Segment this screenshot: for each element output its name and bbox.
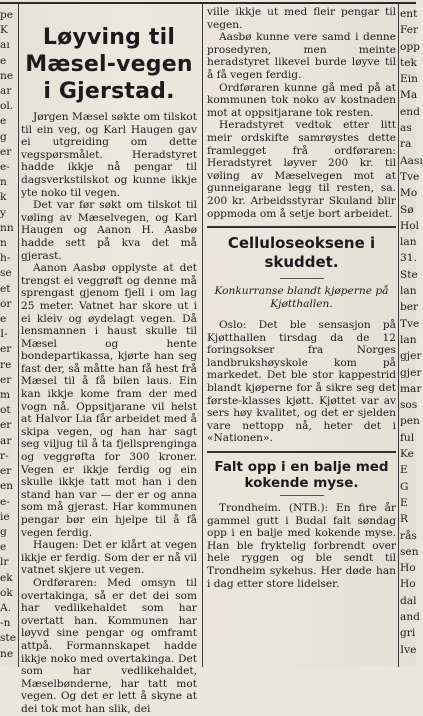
clipped-text-fragment: Ho <box>400 562 416 575</box>
clipped-text-fragment: pe <box>0 9 14 21</box>
article-headline: Løyving til Mæsel-vegen i Gjerstad. <box>25 25 193 104</box>
column-divider <box>398 4 399 667</box>
clipped-text-fragment: ar <box>0 434 12 447</box>
clipped-text-fragment: dal <box>400 594 417 607</box>
clipped-text-fragment: gjer <box>400 350 422 363</box>
column-divider <box>18 4 19 667</box>
clipped-text-fragment: lan <box>400 285 417 298</box>
clipped-text-fragment: Aası <box>400 154 423 167</box>
clipped-text-fragment: e <box>0 54 7 67</box>
clipped-text-fragment: er <box>0 343 12 356</box>
clipped-text-fragment: E <box>400 464 408 477</box>
headline-rule <box>280 495 324 496</box>
top-rule <box>0 2 416 4</box>
clipped-text-fragment: ek <box>0 571 13 584</box>
clipped-text-fragment: or <box>0 297 12 310</box>
clipped-text-fragment: Ste <box>400 268 418 281</box>
clipped-text-fragment: Sø <box>400 203 414 216</box>
clipped-text-fragment: and <box>400 610 420 623</box>
clipped-text-fragment: ne <box>0 647 14 660</box>
article-paragraph: Haugen: Det er klårt at vegen ikkje er ferdig. Som der er nå vil vatnet skjere ut vegen. <box>21 539 197 577</box>
clipped-text-fragment: Tve <box>400 170 420 183</box>
clipped-text-fragment: sen <box>400 545 419 558</box>
clipped-text-fragment: n <box>0 237 7 250</box>
clipped-text-fragment: Fer <box>400 24 419 37</box>
clipped-text-fragment: Mo <box>400 187 418 200</box>
clipped-text-fragment: ful <box>400 431 415 444</box>
clipped-text-fragment: Ma <box>400 89 418 102</box>
clipped-text-fragment: as <box>400 122 412 135</box>
clipped-text-fragment: ol. <box>0 100 14 113</box>
article-paragraph: Ordføraren kunne gå med på at kommunen tok noko av kostnaden mot at oppsitjarane tok resten. <box>207 81 396 119</box>
right-column <box>207 6 396 667</box>
article-paragraph: Det var før søkt om tilskot til vøling av Mæselvegen, og Karl Haugen og Aanon H. Aasbø hadde sett på kva det må gjerast. <box>21 199 197 262</box>
clipped-text-fragment: er <box>0 145 12 158</box>
clipped-text-fragment: re <box>0 358 12 371</box>
clipped-text-fragment: e <box>0 313 7 326</box>
clipped-text-fragment: pen <box>400 415 420 428</box>
clipped-text-fragment: ie <box>0 510 10 523</box>
clipped-text-fragment: 31. <box>400 252 417 265</box>
clipped-text-fragment: A. <box>0 601 12 614</box>
clipped-text-fragment: k <box>0 191 7 204</box>
clipped-text-fragment: e- <box>0 495 10 508</box>
article-paragraph: Oslo: Det ble sensasjon på Kjøtthallen tirsdag da de 12 foringsokser fra Norges landbrukshøyskole kom på markedet. Det ble stor kappestrid blandt kjøperne for å sikre seg det første-klasses kjøtt. Kjøttet var av sers høy kvalitet, og det er sjelden vare nettopp nå, heter det i «Nationen». <box>207 319 396 445</box>
clipped-text-fragment: ok <box>0 586 13 599</box>
clipped-text-fragment: ne <box>0 69 14 82</box>
clipped-text-fragment: I- <box>0 328 8 341</box>
clipped-text-fragment: lan <box>400 236 417 249</box>
article-paragraph: Trondheim. (NTB.): En fire år gammel gutt i Budal falt søndag opp i en balje med kokende myse. Han ble fryktelig forbrendt over hele ryggen og ble sendt til Trondheim sykehus. Her døde han i dag etter store lidelser. <box>207 502 396 590</box>
clipped-text-fragment: aı <box>0 39 10 52</box>
clipped-text-fragment: n <box>0 176 7 189</box>
clipped-text-fragment: sos <box>400 399 418 412</box>
headline-rule <box>280 278 324 279</box>
clipped-text-fragment: er <box>0 373 12 386</box>
article-paragraph: Aasbø kunne vere samd i denne prosedyren, men meinte heradstyret likevel burde løyve til å få vegen ferdig. <box>207 31 396 81</box>
clipped-text-fragment: -n <box>0 617 11 630</box>
clipped-text-fragment: er <box>0 419 12 432</box>
clipped-text-fragment: R <box>400 513 408 526</box>
clipped-text-fragment: Ive <box>400 643 417 656</box>
clipped-text-fragment: et <box>0 282 11 295</box>
clipped-text-fragment: opp <box>400 40 420 53</box>
clipped-text-fragment: lr <box>0 556 9 569</box>
article-headline: Celluloseoksene i skuddet. <box>227 234 376 272</box>
clipped-text-fragment: e <box>0 115 7 128</box>
clipped-text-fragment: gri <box>400 627 416 640</box>
article-mesel-road <box>21 22 197 715</box>
clipped-text-fragment: ar <box>0 85 12 98</box>
article-headline: Falt opp i en balje med kokende myse. <box>214 459 389 492</box>
clipped-text-fragment: Ke <box>400 448 414 461</box>
clipped-text-fragment: h- <box>0 252 11 265</box>
clipped-text-fragment: mar <box>400 382 422 395</box>
article-paragraph: Aanon Aasbø opplyste at det trengst ei veggrøft og denne må sprengast gjenom fjell i om lag 25 meter. Vatnet har skore ut i ei kleiv og øydelagt vegen. Då lensmannen i haust skulle til Mæsel og hente bondepartikassa, kjørte han seg fast der, så måtte han få hest frå Mæsel til å få bilen laus. Ein kan ikkje kome fram der med vogn nå. Oppsitjarane vil helst at Halvor Lia får arbeidet med å skipa vegen, og han har sagt seg viljug til å ta fjellsprenginga og veggrøfta for 300 kroner. Vegen er ikkje ferdig og ein skulle ikkje tatt mot han i den stand han var — der er og anna som må gjerast. Har kommunen pengar bør ein hjelpe til å få vegen ferdig. <box>21 262 197 539</box>
clipped-text-fragment: end <box>400 105 420 118</box>
clipped-text-fragment: nn <box>0 221 14 234</box>
clipped-text-fragment: ent <box>400 8 418 20</box>
clipped-text-fragment: K <box>0 24 8 37</box>
clipped-text-fragment: ste <box>0 632 16 645</box>
clipped-text-fragment: gjer <box>400 366 422 379</box>
clipped-text-fragment: lan <box>400 333 417 346</box>
clipped-text-fragment: rås <box>400 529 417 542</box>
column-divider <box>202 4 203 667</box>
clipped-text-fragment: Ho <box>400 578 416 591</box>
right-clipped-column <box>400 6 423 667</box>
left-clipped-column <box>0 8 16 667</box>
clipped-text-fragment: G <box>400 480 409 493</box>
article-separator <box>207 451 396 453</box>
article-paragraph: Jørgen Mæsel søkte om tilskot til ein veg, og Karl Haugen gav ei utgreiding om dette vegspørsmålet. Heradstyret hadde ikkje nå pengar til dagsverkstilskot og kunne ikkje yte noko til vegen. <box>21 111 197 199</box>
clipped-text-fragment: E <box>400 496 408 509</box>
clipped-text-fragment: en <box>0 480 14 493</box>
clipped-text-fragment: e <box>0 541 7 554</box>
article-subheadline: Konkurranse blandt kjøperne på Kjøtthallen. <box>214 285 389 311</box>
clipped-text-fragment: Hol <box>400 219 420 232</box>
article-separator <box>207 226 396 228</box>
clipped-text-fragment: er <box>0 465 12 478</box>
clipped-text-fragment: tek <box>400 56 417 69</box>
clipped-text-fragment: g <box>0 525 7 538</box>
clipped-text-fragment: Tve <box>400 317 420 330</box>
article-paragraph: ville ikkje ut med fleir pengar til vegen. <box>207 6 396 31</box>
clipped-text-fragment: r- <box>0 449 9 462</box>
clipped-text-fragment: ra <box>400 138 412 151</box>
clipped-text-fragment: ber <box>400 301 419 314</box>
clipped-text-fragment: Ein <box>400 73 418 86</box>
clipped-text-fragment: m <box>0 389 11 402</box>
clipped-text-fragment: e- <box>0 161 10 174</box>
clipped-text-fragment: y <box>0 206 6 219</box>
clipped-text-fragment: ot <box>0 404 11 417</box>
clipped-text-fragment: g <box>0 130 7 143</box>
clipped-text-fragment: se <box>0 267 12 280</box>
article-paragraph: Heradstyret vedtok etter litt meir ordskifte samrøystes dette framlegget frå ordføraren: Heradstyret løyver 200 kr. til vøling av Mæselvegen mot at gunneigarane legg til resten, sa. 200 kr. Arbeidsstyrar Skuland blir oppmoda om å setje bort arbeidet. <box>207 119 396 220</box>
article-paragraph: Ordføraren: Med omsyn til overtakinga, så er det dei som har vedlikehaldet som har overtatt han. Kommunen har løyvd sine pengar og omframt attpå. Formannskapet hadde ikkje noko med overtakinga. Det som har vedlikehaldet, Mæselbønderne, har tatt mot vegen. Og det er lett å skyne at dei tok mot han slik, dei <box>21 576 197 715</box>
